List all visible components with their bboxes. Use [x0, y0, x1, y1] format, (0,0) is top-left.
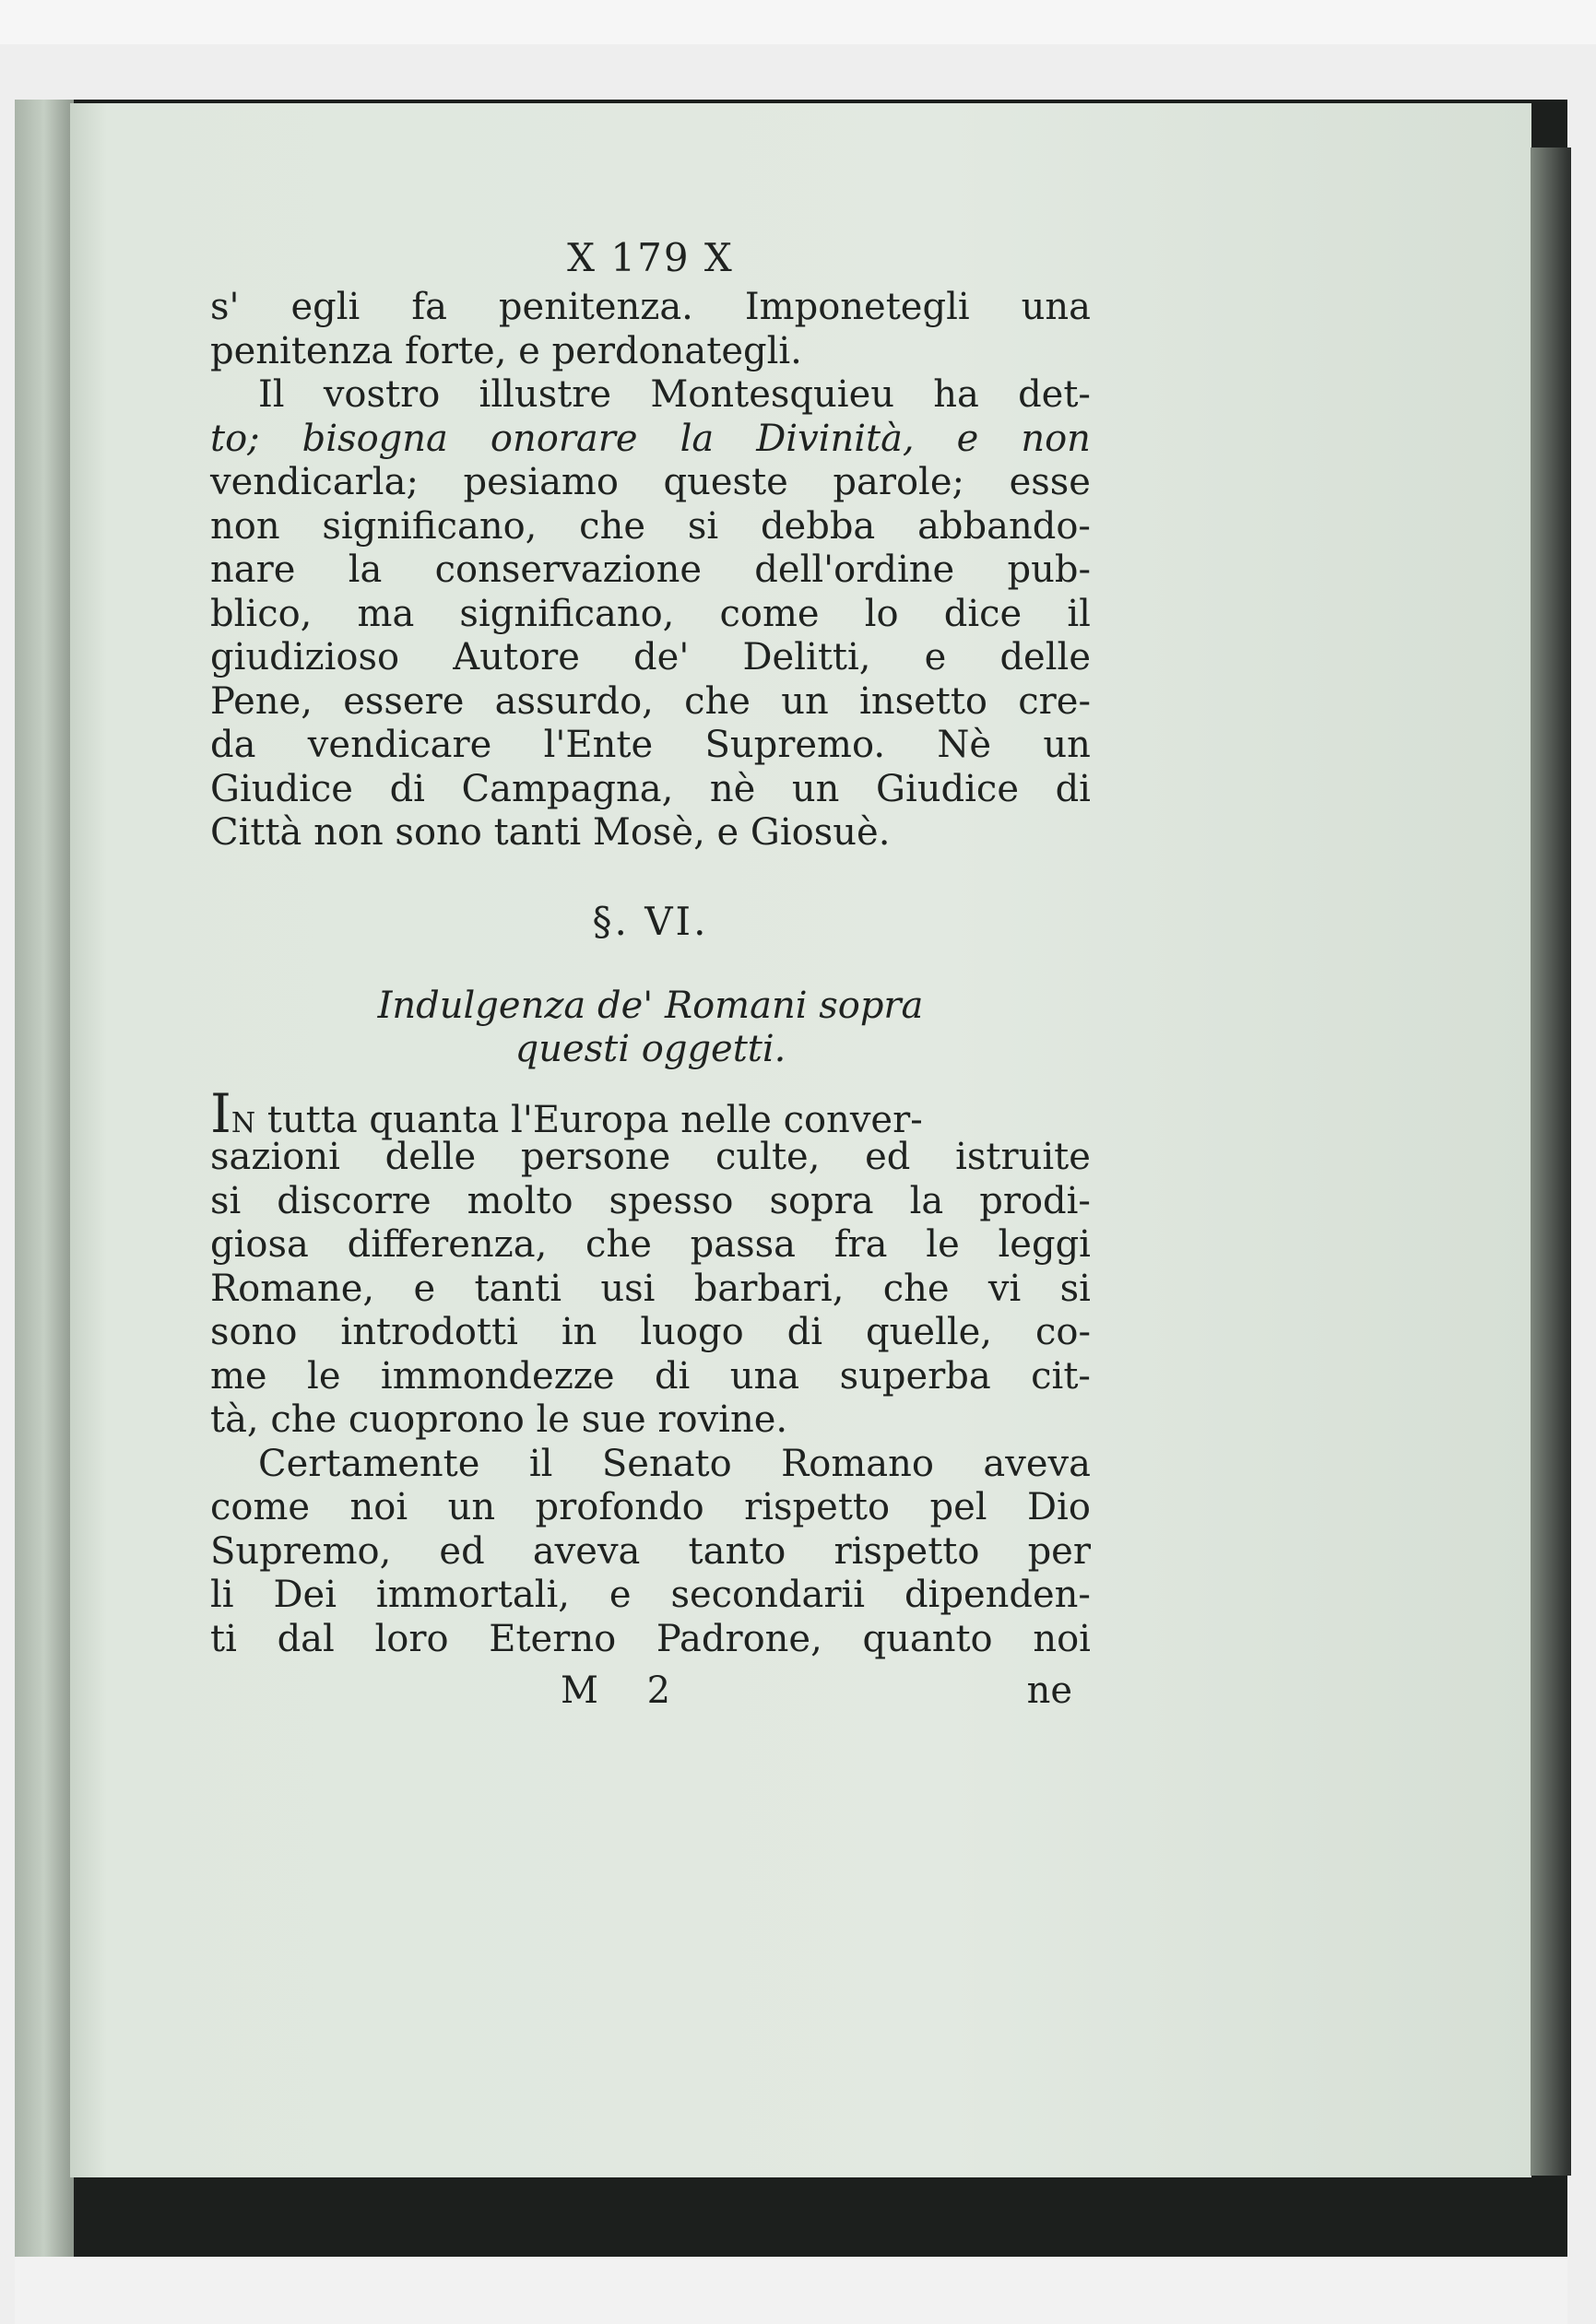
text-line: [210, 505, 1091, 549]
word: pub-: [1007, 549, 1091, 591]
scan-top-margin: [0, 0, 1596, 44]
paragraph-4: [210, 1443, 1091, 1662]
word: Dio: [1026, 1486, 1091, 1528]
word: det-: [1018, 373, 1091, 416]
word: s': [210, 286, 240, 328]
line-text: [210, 1268, 1091, 1312]
word: molto: [467, 1179, 573, 1222]
line-text: Città non sono tanti Mosè, e Giosuè.: [210, 811, 891, 854]
word: e: [924, 636, 947, 678]
word: e: [413, 1267, 436, 1310]
word: ha: [933, 373, 979, 416]
line-text: [210, 636, 1091, 680]
word: essere: [343, 679, 465, 723]
text-line: [210, 461, 1091, 505]
page-fore-edge: [1531, 147, 1571, 2176]
word: delle: [999, 636, 1091, 678]
word: to;: [210, 417, 260, 460]
word: la: [680, 417, 715, 460]
line-text: [210, 1618, 1091, 1662]
word: da: [210, 724, 256, 766]
word: persone: [520, 1136, 671, 1178]
word: significano,: [322, 504, 538, 548]
word: aveva: [983, 1442, 1091, 1485]
text-line: [210, 1136, 1091, 1180]
word: onorare: [490, 417, 638, 460]
word: di: [786, 1311, 823, 1353]
word: come: [719, 592, 820, 635]
word: come: [210, 1486, 311, 1528]
word: Romane,: [210, 1267, 375, 1310]
line-text: [210, 418, 1091, 462]
line-text: [210, 593, 1091, 637]
word: vendicarla;: [210, 461, 419, 503]
word: sazioni: [210, 1136, 340, 1178]
word: prodi-: [979, 1179, 1091, 1222]
word: profondo: [535, 1486, 704, 1528]
word: Nè: [937, 724, 992, 766]
text-line: [210, 286, 1091, 330]
word: Imponetegli: [744, 286, 970, 328]
text-line: [210, 549, 1091, 593]
word: Il: [258, 373, 285, 416]
paragraph-2: [210, 373, 1091, 855]
first-line: [210, 1081, 923, 1145]
word: quelle,: [865, 1311, 992, 1353]
text-line: [210, 330, 1091, 374]
word: tanto: [688, 1529, 786, 1573]
word: vendicare: [307, 724, 492, 766]
word: Supremo.: [704, 724, 886, 766]
word: assurdo,: [494, 679, 654, 723]
page-gutter-shadow: [15, 100, 74, 2257]
text-line: [210, 373, 1091, 418]
word: barbari,: [693, 1267, 845, 1310]
line-text: [210, 1530, 1091, 1575]
text-line: [210, 768, 1091, 812]
word: sono: [210, 1311, 298, 1353]
line-text: [210, 1136, 1091, 1180]
word: di: [1055, 767, 1091, 810]
line-text: [210, 680, 1091, 725]
page-footer: [210, 1667, 1091, 1715]
page-header: X 179 X: [567, 235, 734, 280]
word: le: [307, 1354, 341, 1398]
word: Delitti,: [742, 636, 871, 678]
word: si: [687, 504, 719, 548]
line-text: [210, 461, 1091, 505]
word: quanto: [862, 1617, 993, 1660]
word: il: [528, 1442, 553, 1485]
word: abbando-: [917, 504, 1091, 548]
text-line: [210, 1081, 1091, 1145]
word: e: [956, 417, 979, 460]
word: dipenden-: [904, 1574, 1091, 1616]
word: Senato: [601, 1442, 732, 1485]
word: Montesquieu: [650, 373, 894, 416]
small-cap: N: [231, 1106, 256, 1139]
word: sopra: [769, 1179, 874, 1222]
word: un: [781, 679, 829, 723]
word: vostro: [323, 373, 441, 416]
word: fa: [411, 286, 447, 328]
word: co-: [1034, 1311, 1091, 1353]
text-line: [210, 636, 1091, 680]
word: rispetto: [833, 1529, 980, 1573]
word: debba: [760, 504, 876, 548]
line-text: [210, 1180, 1091, 1224]
word: e: [609, 1574, 632, 1616]
word: Certamente: [258, 1442, 480, 1485]
word: Supremo,: [210, 1529, 392, 1573]
line-text: [210, 1223, 1091, 1268]
word: le: [926, 1223, 960, 1266]
text-line: [210, 1355, 1091, 1399]
line-text: [210, 1574, 1091, 1618]
word: pel: [929, 1486, 987, 1528]
word: queste: [663, 461, 788, 503]
line-text: tà, che cuoprono le sue rovine.: [210, 1398, 788, 1441]
word: ti: [210, 1617, 237, 1660]
text-line: [210, 593, 1091, 637]
word: differenza,: [347, 1223, 548, 1266]
word: nare: [210, 549, 296, 591]
word: insetto: [859, 679, 988, 723]
word: immortali,: [375, 1574, 570, 1616]
word: di: [654, 1354, 691, 1398]
word: nè: [709, 767, 756, 810]
text-line: [210, 1486, 1091, 1530]
word: egli: [290, 286, 361, 328]
text-line: [210, 1180, 1091, 1224]
word: pesiamo: [463, 461, 619, 503]
word: ed: [865, 1136, 911, 1178]
line-text: [210, 768, 1091, 812]
line-text: [258, 1443, 1091, 1487]
word: giosa: [210, 1223, 309, 1266]
catchword: ne: [1026, 1669, 1072, 1712]
word: rispetto: [744, 1486, 891, 1528]
word: luogo: [640, 1311, 744, 1353]
text-line: [210, 1443, 1091, 1487]
signature-mark: M 2: [561, 1669, 690, 1712]
page-text: [210, 230, 1091, 1715]
word: esse: [1009, 461, 1091, 503]
word: non: [210, 504, 280, 548]
drop-cap: I: [210, 1081, 231, 1145]
word: una: [729, 1354, 800, 1398]
line-text: [210, 505, 1091, 549]
word: una: [1021, 286, 1091, 328]
text-line: [210, 724, 1091, 768]
word: Padrone,: [656, 1617, 822, 1660]
word: vi: [987, 1267, 1022, 1310]
word: si: [210, 1179, 242, 1222]
word: Giudice: [876, 767, 1019, 810]
line-text: [258, 373, 1091, 418]
word: me: [210, 1354, 267, 1398]
word: immondezze: [380, 1354, 615, 1398]
word: dice: [943, 592, 1023, 635]
word: tanti: [474, 1267, 562, 1310]
word: dal: [277, 1617, 335, 1660]
section-heading: §. VI.: [592, 898, 709, 944]
word: che: [579, 504, 646, 548]
line-text: tutta quanta l'Europa nelle conver-: [255, 1098, 923, 1141]
word: conservazione: [434, 549, 703, 591]
word: de': [633, 636, 690, 678]
line-text: [210, 549, 1091, 593]
text-line: [210, 811, 1091, 855]
text-line: [210, 1311, 1091, 1355]
word: Pene,: [210, 679, 313, 723]
text-line: [210, 1223, 1091, 1268]
paragraph-3: [210, 1081, 1091, 1443]
word: la: [909, 1179, 944, 1222]
word: parole;: [833, 461, 964, 503]
word: Autore: [453, 636, 580, 678]
word: un: [791, 767, 840, 810]
word: per: [1027, 1529, 1091, 1573]
paragraph-1: [210, 286, 1091, 373]
line-text: penitenza forte, e perdonategli.: [210, 329, 802, 372]
word: dell'ordine: [754, 549, 955, 591]
word: il: [1067, 592, 1091, 635]
word: passa: [690, 1223, 796, 1266]
word: Campagna,: [461, 767, 674, 810]
word: l'Ente: [543, 724, 654, 766]
word: un: [1043, 724, 1091, 766]
line-text: [210, 1355, 1091, 1399]
word: leggi: [998, 1223, 1091, 1266]
line-text: [210, 724, 1091, 768]
word: giudizioso: [210, 636, 400, 678]
word: Romano: [781, 1442, 934, 1485]
word: spesso: [609, 1179, 734, 1222]
subtitle-line: questi oggetti.: [514, 1028, 786, 1070]
word: Dei: [273, 1574, 337, 1616]
subtitle-line: Indulgenza de' Romani sopra: [377, 984, 924, 1027]
word: un: [447, 1486, 496, 1528]
word: culte,: [715, 1136, 821, 1178]
word: bisogna: [301, 417, 448, 460]
word: Divinità,: [756, 417, 915, 460]
word: illustre: [479, 373, 612, 416]
text-line: [210, 418, 1091, 462]
word: cre-: [1018, 679, 1091, 723]
word: noi: [349, 1486, 408, 1528]
word: discorre: [277, 1179, 432, 1222]
word: si: [1059, 1267, 1091, 1310]
word: ed: [439, 1529, 485, 1573]
word: istruite: [955, 1136, 1091, 1178]
word: lo: [864, 592, 899, 635]
word: in: [561, 1311, 597, 1353]
word: fra: [833, 1223, 888, 1266]
section-subtitle: [210, 985, 1091, 1072]
word: introdotti: [340, 1311, 518, 1353]
word: delle: [384, 1136, 477, 1178]
word: superba: [839, 1354, 991, 1398]
word: cit-: [1031, 1354, 1091, 1398]
word: li: [210, 1574, 234, 1616]
text-line: [210, 1530, 1091, 1575]
word: loro: [374, 1617, 449, 1660]
line-text: [210, 1311, 1091, 1355]
word: penitenza.: [498, 286, 693, 328]
word: Eterno: [489, 1617, 617, 1660]
word: usi: [600, 1267, 656, 1310]
word: Giudice: [210, 767, 353, 810]
word: che: [585, 1223, 652, 1266]
text-line: [210, 1398, 1091, 1443]
word: che: [684, 679, 751, 723]
text-line: [210, 680, 1091, 725]
word: aveva: [532, 1529, 641, 1573]
word: noi: [1033, 1617, 1091, 1660]
line-text: [210, 286, 1091, 330]
word: la: [348, 549, 383, 591]
word: non: [1021, 417, 1091, 460]
line-text: [210, 1486, 1091, 1530]
text-line: [210, 1618, 1091, 1662]
text-line: [210, 1574, 1091, 1618]
word: che: [882, 1267, 950, 1310]
word: ma: [357, 592, 415, 635]
word: secondarii: [670, 1574, 866, 1616]
text-line: [210, 1268, 1091, 1312]
scan-bottom-margin: [15, 2257, 1567, 2324]
word: significano,: [459, 592, 675, 635]
word: blico,: [210, 592, 313, 635]
word: di: [389, 767, 425, 810]
